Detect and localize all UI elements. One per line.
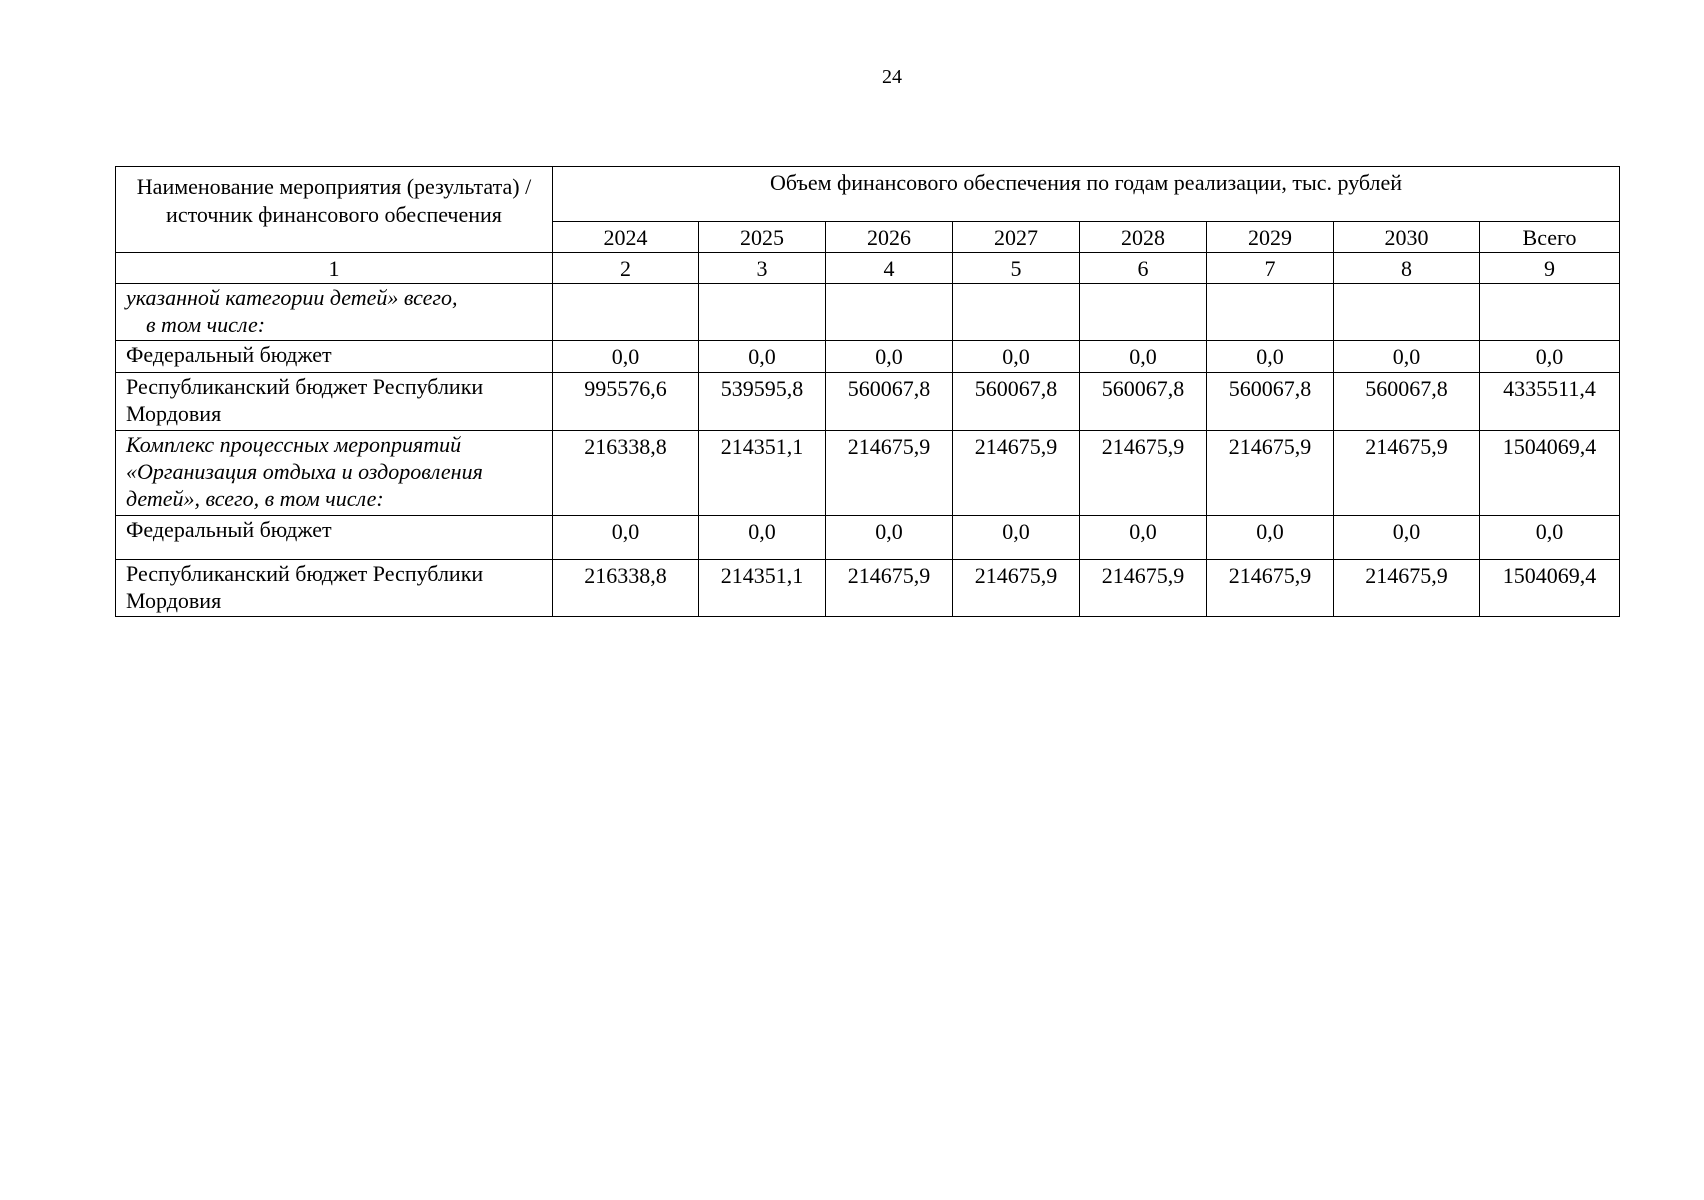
header-year-2025: 2025 [699,222,826,253]
financing-table [115,166,1620,617]
table-row [116,284,1620,341]
value-cell: 214675,9 [1334,560,1480,617]
value-cell: 560067,8 [826,373,953,431]
column-number: 5 [953,253,1080,284]
value-cell [553,284,699,341]
header-year-2024: 2024 [553,222,699,253]
value-cell: 216338,8 [553,560,699,617]
column-number: 9 [1480,253,1620,284]
row-label-line2: в том числе: [146,312,266,337]
row-label-line1: указанной категории детей» всего, [126,285,458,310]
header-name-cell: Наименование мероприятия (результата) / источник финансового обеспечения [116,167,553,253]
value-cell: 214675,9 [953,560,1080,617]
value-cell: 1504069,4 [1480,431,1620,516]
value-cell: 214351,1 [699,431,826,516]
table-row [116,560,1620,617]
row-label: Комплекс процессных мероприятий «Организация отдыха и оздоровления детей», всего, в том числе: [116,431,553,516]
value-cell: 0,0 [553,516,699,560]
header-year-2027: 2027 [953,222,1080,253]
header-year-2029: 2029 [1207,222,1334,253]
value-cell: 216338,8 [553,431,699,516]
value-cell: 0,0 [1080,516,1207,560]
header-total: Всего [1480,222,1620,253]
header-year-2026: 2026 [826,222,953,253]
column-number: 3 [699,253,826,284]
header-year-2030: 2030 [1334,222,1480,253]
value-cell [953,284,1080,341]
value-cell: 0,0 [699,341,826,373]
value-cell: 214675,9 [826,560,953,617]
value-cell [699,284,826,341]
row-label [116,284,553,341]
value-cell: 0,0 [826,341,953,373]
value-cell: 0,0 [1480,341,1620,373]
value-cell: 0,0 [1207,516,1334,560]
table-row [116,516,1620,560]
value-cell: 995576,6 [553,373,699,431]
value-cell: 539595,8 [699,373,826,431]
value-cell: 214675,9 [1207,560,1334,617]
value-cell: 0,0 [1334,341,1480,373]
value-cell: 560067,8 [1080,373,1207,431]
column-number: 1 [116,253,553,284]
column-number: 6 [1080,253,1207,284]
row-label: Республиканский бюджет Республики Мордовия [116,373,553,431]
value-cell: 560067,8 [1207,373,1334,431]
column-number-row [116,253,1620,284]
row-label: Федеральный бюджет [116,516,553,560]
table-row [116,341,1620,373]
value-cell: 0,0 [1207,341,1334,373]
row-label: Федеральный бюджет [116,341,553,373]
column-number: 8 [1334,253,1480,284]
value-cell: 0,0 [953,341,1080,373]
header-row-main [116,167,1620,222]
value-cell: 214675,9 [1080,431,1207,516]
header-year-2028: 2028 [1080,222,1207,253]
value-cell: 0,0 [553,341,699,373]
value-cell: 0,0 [826,516,953,560]
column-number: 4 [826,253,953,284]
value-cell: 0,0 [953,516,1080,560]
value-cell: 214675,9 [1080,560,1207,617]
table-row [116,431,1620,516]
value-cell: 1504069,4 [1480,560,1620,617]
value-cell: 214675,9 [826,431,953,516]
header-financing-cell: Объем финансового обеспечения по годам реализации, тыс. рублей [553,167,1620,222]
value-cell: 214675,9 [1207,431,1334,516]
value-cell: 4335511,4 [1480,373,1620,431]
value-cell [1334,284,1480,341]
value-cell: 214351,1 [699,560,826,617]
value-cell [1207,284,1334,341]
value-cell: 0,0 [1480,516,1620,560]
page-number: 24 [882,66,902,88]
value-cell [1480,284,1620,341]
value-cell: 560067,8 [953,373,1080,431]
value-cell: 214675,9 [1334,431,1480,516]
value-cell: 214675,9 [953,431,1080,516]
column-number: 7 [1207,253,1334,284]
value-cell: 560067,8 [1334,373,1480,431]
value-cell: 0,0 [699,516,826,560]
value-cell [826,284,953,341]
column-number: 2 [553,253,699,284]
value-cell [1080,284,1207,341]
value-cell: 0,0 [1334,516,1480,560]
row-label: Республиканский бюджет Республики Мордовия [116,560,553,617]
table-row [116,373,1620,431]
value-cell: 0,0 [1080,341,1207,373]
